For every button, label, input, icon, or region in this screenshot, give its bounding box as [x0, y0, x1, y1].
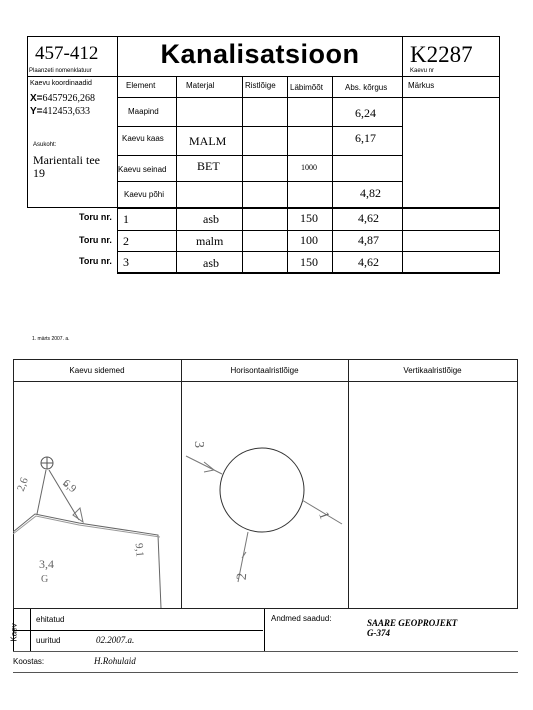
row-abs-height: 6,17 — [355, 131, 376, 145]
address-caption: Asukoht: — [33, 142, 57, 148]
pipe-diameter: 150 — [300, 255, 318, 269]
coord-caption: Kaevu koordinaadid — [30, 80, 92, 87]
surveyed-value: 02.2007.a. — [96, 635, 135, 645]
pipe-label: Toru nr. — [79, 235, 112, 245]
data-received-code: G-374 — [367, 628, 390, 638]
data-received-value: SAARE GEOPROJEKT — [367, 618, 458, 628]
sketch-label: 3,4 — [39, 557, 54, 571]
col-header-diameter: Läbimõõt — [290, 83, 323, 92]
row-abs-height: 4,82 — [360, 186, 381, 200]
col-header-material: Materjal — [186, 81, 215, 90]
row-diameter: 1000 — [301, 163, 317, 172]
author-value: H.Rohulaid — [94, 656, 136, 666]
pipe-material: malm — [196, 234, 224, 248]
pipe-height: 4,87 — [358, 233, 379, 247]
col-header-element: Element — [126, 81, 156, 90]
sketch-label: 1 — [315, 509, 332, 522]
horizontal-section-sketch — [182, 382, 348, 608]
pipe-diameter: 150 — [300, 211, 318, 225]
pipe-line-3 — [186, 456, 222, 474]
col-header-cross-section: Ristlõige — [245, 81, 276, 90]
building-outline — [13, 514, 161, 608]
well-circle — [220, 448, 304, 532]
date-note: 1. märts 2007. a. — [32, 336, 70, 342]
connections-sketch — [13, 382, 181, 608]
row-element-label: Maapind — [128, 107, 159, 116]
measure-line-a — [37, 470, 46, 514]
y-coordinate: Y=412453,633 — [30, 106, 91, 117]
row-element-label: Kaevu kaas — [122, 134, 164, 143]
surveyed-label: uuritud — [36, 636, 61, 645]
pipe-material: asb — [203, 256, 219, 270]
pipe-label: Toru nr. — [79, 212, 112, 222]
sketch-label: G — [41, 574, 49, 585]
kaev-label: Kaev — [9, 623, 19, 642]
row-element-label: Kaevu seinad — [118, 165, 167, 174]
author-label: Koostas: — [13, 657, 45, 666]
built-label: ehitatud — [36, 615, 65, 624]
panel-title-connections: Kaevu sidemed — [69, 366, 125, 375]
sketch-label: 9,1 — [132, 542, 146, 558]
well-number: K2287 — [410, 42, 473, 67]
pipe-number: 2 — [123, 234, 129, 248]
pipe-height: 4,62 — [358, 255, 379, 269]
pipe-material: asb — [203, 212, 219, 226]
page-title: Kanalisatsioon — [160, 39, 360, 69]
sheet-caption: Plaanzeti nomenklatuur — [29, 68, 92, 74]
sheet-number: 457-412 — [35, 43, 99, 64]
row-material: MALM — [189, 134, 227, 148]
pipe-number: 1 — [123, 212, 129, 226]
well-caption: Kaevu nr — [410, 68, 435, 74]
panel-title-horizontal: Horisontaalristlõige — [230, 366, 299, 375]
sketch-label: 2,6 — [14, 475, 31, 493]
pipe-height: 4,62 — [358, 211, 379, 225]
measure-line-b — [49, 470, 79, 520]
address-value: Marientali tee 19 — [33, 153, 100, 180]
col-header-abs-height: Abs. kõrgus — [345, 83, 388, 92]
corner-mark — [73, 508, 83, 522]
row-element-label: Kaevu põhi — [124, 190, 165, 199]
pipe-diameter: 100 — [300, 233, 318, 247]
row-abs-height: 6,24 — [355, 106, 376, 120]
data-received-label: Andmed saadud: — [271, 614, 332, 623]
sketch-label: 3 — [191, 441, 206, 448]
row-material: BET — [197, 159, 220, 173]
x-coordinate: X=6457926,268 — [30, 93, 96, 104]
building-wall — [13, 516, 160, 537]
col-header-note: Märkus — [408, 81, 435, 90]
sketch-label: 2 — [234, 572, 251, 581]
pipe-number: 3 — [123, 255, 129, 269]
panel-title-vertical: Vertikaalristlõige — [403, 366, 462, 375]
pipe-label: Toru nr. — [79, 256, 112, 266]
sketch-label: 6,9 — [60, 477, 79, 496]
